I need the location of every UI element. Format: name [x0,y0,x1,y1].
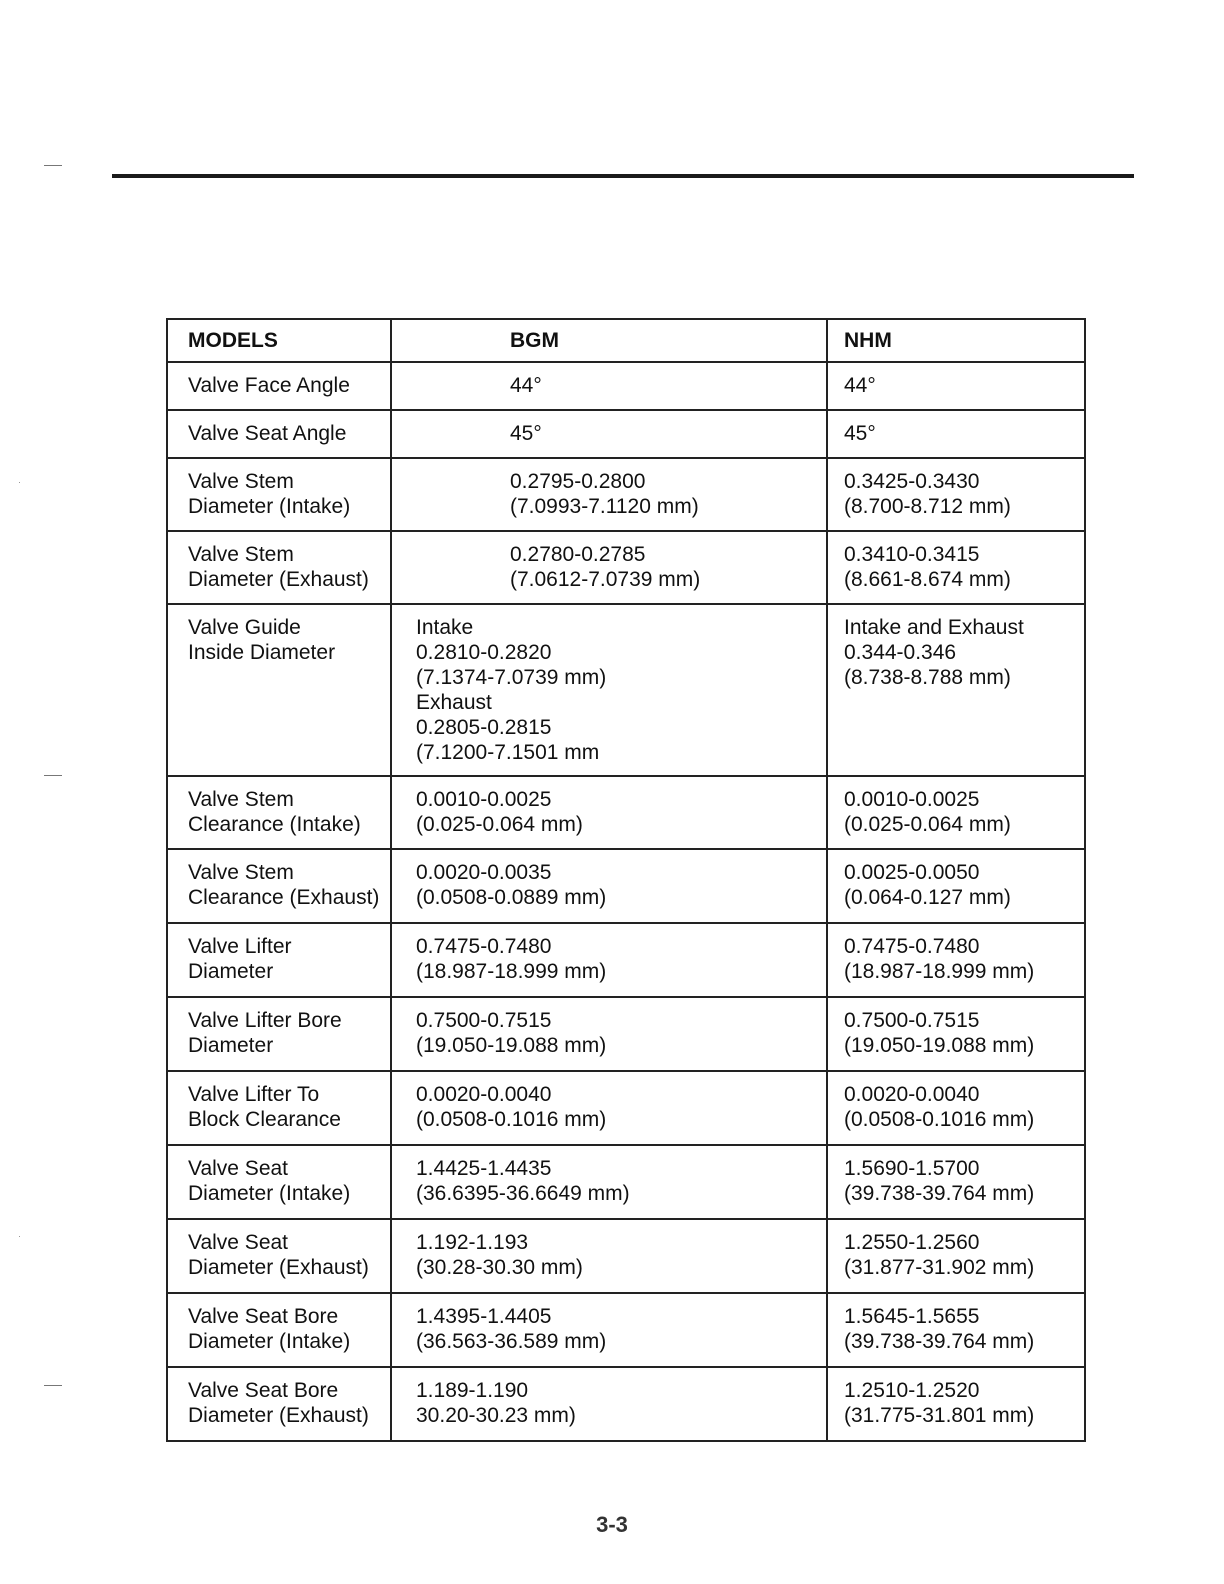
bgm-intake-group [416,615,631,690]
cell-line: Diameter (Exhaust) [188,568,369,591]
cell-line: Clearance (Intake) [188,813,361,836]
cell-line: (0.0508-0.0889 mm) [416,886,607,909]
table-header-row [167,319,1085,362]
row-label [167,458,391,531]
bgm-value [391,1293,827,1367]
nhm-value [827,531,1085,604]
bgm-value [391,531,827,604]
row-label [167,923,391,997]
table-row [167,997,1085,1071]
cell-line: 30.20-30.23 mm) [416,1404,576,1427]
cell-line: Diameter (Intake) [188,495,351,518]
table-row [167,849,1085,923]
margin-dot: · [18,477,21,487]
cell-line: 1.5690-1.5700 [844,1157,980,1180]
nhm-value [827,776,1085,849]
cell-line: 0.0020-0.0040 [844,1083,980,1106]
margin-dot: · [18,1231,21,1241]
cell-line: (8.700-8.712 mm) [844,495,1011,518]
cell-line: 0.3410-0.3415 [844,543,980,566]
nhm-value [827,923,1085,997]
cell-line: 0.2795-0.2800 [510,470,646,493]
cell-line: 0.344-0.346 [844,641,957,664]
table-row [167,531,1085,604]
cell-line: 44° [844,374,876,397]
nhm-value [827,410,1085,458]
header-models: MODELS [167,319,391,362]
cell-line: (39.738-39.764 mm) [844,1330,1035,1353]
cell-line: Diameter (Intake) [188,1330,351,1353]
cell-line: 0.0010-0.0025 [416,788,552,811]
cell-line: Valve Seat Bore [188,1305,339,1328]
cell-line: (0.0508-0.1016 mm) [416,1108,607,1131]
bgm-value [391,1145,827,1219]
cell-line: (19.050-19.088 mm) [844,1034,1035,1057]
cell-line: 1.189-1.190 [416,1379,529,1402]
cell-line: 1.4395-1.4405 [416,1305,552,1328]
cell-line: Diameter [188,960,274,983]
cell-line: Valve Seat Angle [188,422,347,445]
cell-line: Diameter [188,1034,274,1057]
row-label [167,849,391,923]
cell-line: 0.7475-0.7480 [844,935,980,958]
nhm-value [827,1293,1085,1367]
cell-line: Valve Seat Bore [188,1379,339,1402]
row-label [167,410,391,458]
nhm-value [827,362,1085,410]
header-bgm: BGM [391,319,827,362]
row-label [167,362,391,410]
cell-line: 0.0020-0.0035 [416,861,552,884]
cell-line: 0.2780-0.2785 [510,543,646,566]
margin-mark [44,1385,62,1386]
cell-line: Valve Face Angle [188,374,350,397]
page-number: 3-3 [596,1512,628,1537]
cell-line: (0.064-0.127 mm) [844,886,1011,909]
cell-line: 0.3425-0.3430 [844,470,980,493]
cell-line: 45° [844,422,876,445]
row-label [167,776,391,849]
cell-line: Clearance (Exhaust) [188,886,380,909]
bgm-value [391,362,827,410]
bgm-value [391,458,827,531]
cell-line: 1.2510-1.2520 [844,1379,980,1402]
nhm-value [827,1367,1085,1441]
row-label [167,1293,391,1367]
table-row [167,604,1085,776]
cell-line: Inside Diameter [188,641,336,664]
cell-line: (7.0612-7.0739 mm) [510,568,701,591]
cell-line: Intake [416,616,474,639]
bgm-exhaust-group [416,690,631,765]
cell-line: (0.025-0.064 mm) [844,813,1011,836]
cell-line: Valve Lifter [188,935,292,958]
cell-line: (7.1374-7.0739 mm) [416,666,607,689]
nhm-value [827,1219,1085,1293]
cell-line: (31.775-31.801 mm) [844,1404,1035,1427]
margin-mark [44,165,62,166]
cell-line: Valve Seat [188,1157,289,1180]
table-row [167,1219,1085,1293]
bgm-value [391,1071,827,1145]
table-row [167,1293,1085,1367]
table-row [167,362,1085,410]
row-label [167,604,391,776]
cell-line: Valve Guide [188,616,301,639]
valve-specifications-table [166,318,1086,1442]
cell-line: 0.0020-0.0040 [416,1083,552,1106]
cell-line: 0.0010-0.0025 [844,788,980,811]
nhm-value [827,604,1085,776]
cell-line: Block Clearance [188,1108,341,1131]
cell-line: 0.7500-0.7515 [416,1009,552,1032]
cell-line: (18.987-18.999 mm) [416,960,607,983]
row-label [167,997,391,1071]
cell-line: (7.1200-7.1501 mm [416,741,600,764]
cell-line: 0.2805-0.2815 [416,716,552,739]
cell-line: Valve Lifter Bore [188,1009,342,1032]
cell-line: Valve Stem [188,470,294,493]
bgm-value [391,604,827,776]
nhm-value [827,458,1085,531]
row-label [167,1367,391,1441]
cell-line: (39.738-39.764 mm) [844,1182,1035,1205]
cell-line: (18.987-18.999 mm) [844,960,1035,983]
cell-line: Valve Stem [188,543,294,566]
cell-line: 1.4425-1.4435 [416,1157,552,1180]
bgm-value [391,776,827,849]
nhm-value [827,849,1085,923]
table-row [167,923,1085,997]
cell-line: (0.0508-0.1016 mm) [844,1108,1035,1131]
cell-line: Valve Stem [188,788,294,811]
bgm-value [391,923,827,997]
header-nhm: NHM [827,319,1085,362]
row-label [167,531,391,604]
cell-line: (36.563-36.589 mm) [416,1330,607,1353]
cell-line: (36.6395-36.6649 mm) [416,1182,630,1205]
cell-line: Valve Lifter To [188,1083,320,1106]
cell-line: 0.7500-0.7515 [844,1009,980,1032]
cell-line: (19.050-19.088 mm) [416,1034,607,1057]
bgm-value [391,997,827,1071]
cell-line: (8.661-8.674 mm) [844,568,1011,591]
cell-line: Intake and Exhaust [844,616,1024,639]
table-row [167,1145,1085,1219]
cell-line: 45° [510,422,542,445]
bgm-value [391,1219,827,1293]
cell-line: 0.0025-0.0050 [844,861,980,884]
bgm-value [391,410,827,458]
cell-line: (0.025-0.064 mm) [416,813,583,836]
cell-line: 0.7475-0.7480 [416,935,552,958]
nhm-value [827,1071,1085,1145]
cell-line: 0.2810-0.2820 [416,641,552,664]
margin-mark [44,775,62,776]
cell-line: (7.0993-7.1120 mm) [510,495,699,518]
nhm-value [827,997,1085,1071]
top-rule [112,174,1134,178]
cell-line: 1.2550-1.2560 [844,1231,980,1254]
row-label [167,1219,391,1293]
table-row [167,410,1085,458]
cell-line: Diameter (Intake) [188,1182,351,1205]
table-row [167,458,1085,531]
cell-line: Diameter (Exhaust) [188,1256,369,1279]
table-row [167,776,1085,849]
table-row [167,1071,1085,1145]
cell-line: Diameter (Exhaust) [188,1404,369,1427]
row-label [167,1145,391,1219]
cell-line: (31.877-31.902 mm) [844,1256,1035,1279]
cell-line: Valve Seat [188,1231,289,1254]
cell-line: Exhaust [416,691,492,714]
bgm-value [391,849,827,923]
cell-line: 44° [510,374,542,397]
cell-line: 1.5645-1.5655 [844,1305,980,1328]
table-row [167,1367,1085,1441]
cell-line: Valve Stem [188,861,294,884]
cell-line: 1.192-1.193 [416,1231,529,1254]
cell-line: (8.738-8.788 mm) [844,666,1011,689]
bgm-value [391,1367,827,1441]
nhm-value [827,1145,1085,1219]
cell-line: (30.28-30.30 mm) [416,1256,583,1279]
row-label [167,1071,391,1145]
